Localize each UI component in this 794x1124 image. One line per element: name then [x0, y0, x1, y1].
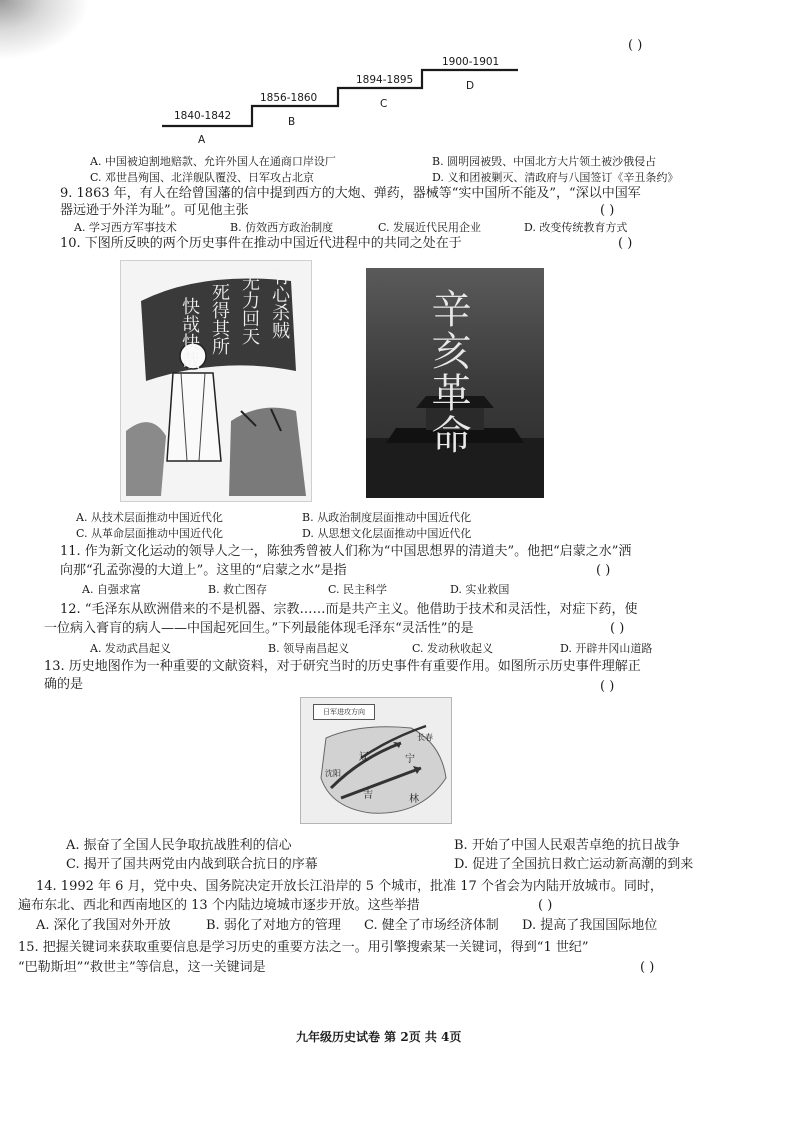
q13-historical-map: [300, 697, 452, 824]
q12-option-d: D. 开辟井冈山道路: [560, 642, 653, 655]
q9-option-c: C. 发展近代民用企业: [378, 221, 482, 234]
q9-stem-line2: 器远逊于外洋为耻”。可见他主张: [60, 203, 249, 218]
q8-option-c: C. 邓世昌殉国、北洋舰队覆没、日军攻占北京: [90, 171, 315, 184]
q10-answer-paren: ( ): [618, 236, 633, 251]
q11-stem-line1: 11. 作为新文化运动的领导人之一，陈独秀曾被人们称为“中国思想界的清道夫”。他把“启蒙之水”洒: [60, 544, 632, 559]
q12-answer-paren: ( ): [610, 621, 625, 636]
q13-stem-line2: 确的是: [44, 677, 84, 692]
q9-option-d: D. 改变传统教育方式: [524, 221, 628, 234]
q10-option-b: B. 从政治制度层面推动中国近代化: [302, 511, 472, 524]
q11-stem-line2: 向那“孔孟弥漫的大道上”。这里的“启蒙之水”是指: [60, 563, 347, 578]
q9-answer-paren: ( ): [600, 203, 615, 218]
timeline-letter-a: A: [198, 134, 206, 146]
q12-option-b: B. 领导南昌起义: [268, 642, 350, 655]
q10-image1-text-1: 有心杀贼: [269, 267, 290, 339]
q14-option-d: D. 提高了我国国际地位: [522, 918, 658, 933]
q12-option-c: C. 发动秋收起义: [412, 642, 494, 655]
timeline-letter-c: C: [380, 98, 388, 110]
q10-image1-text-2: 无力回天: [239, 273, 260, 345]
q10-stem: 10. 下图所反映的两个历史事件在推动中国近代进程中的共同之处在于: [60, 236, 462, 251]
q12-option-a: A. 发动武昌起义: [90, 642, 171, 655]
q13-map-label-liao: 辽: [359, 752, 369, 763]
page-footer: 九年级历史试卷 第 2页 共 4页: [296, 1030, 462, 1044]
answer-paren: ( ): [628, 38, 643, 53]
q11-option-b: B. 救亡图存: [208, 583, 268, 596]
q11-answer-paren: ( ): [596, 563, 611, 578]
q14-stem-line1: 14. 1992 年 6 月，党中央、国务院决定开放长江沿岸的 5 个城市，批准 17 个省会为内陆开放城市。同时，: [36, 879, 663, 894]
q13-option-b: B. 开始了中国人民艰苦卓绝的抗日战争: [454, 838, 680, 853]
q11-option-a: A. 自强求富: [82, 583, 141, 596]
q10-option-a: A. 从技术层面推动中国近代化: [76, 511, 223, 524]
q11-option-c: C. 民主科学: [328, 583, 388, 596]
q13-map-label-changchun: 长春: [417, 733, 433, 742]
q13-map-label-ji: 吉: [363, 790, 373, 801]
q13-answer-paren: ( ): [600, 679, 615, 694]
q14-option-c: C. 健全了市场经济体制: [364, 918, 499, 933]
q13-map-label-ning: 宁: [405, 754, 415, 765]
q13-stem-line1: 13. 历史地图作为一种重要的文献资料，对于研究当时的历史事件有重要作用。如图所示历史事件理解正: [44, 659, 641, 674]
q10-image-xinhai-revolution: [366, 268, 544, 498]
timeline-letter-d: D: [466, 80, 475, 92]
timeline-year-c: 1894-1895: [356, 74, 414, 86]
q9-option-a: A. 学习西方军事技术: [74, 221, 177, 234]
timeline-year-a: 1840-1842: [174, 110, 232, 122]
q15-stem-line1: 15. 把握关键词来获取重要信息是学习历史的重要方法之一。用引擎搜索某一关键词，得到“1 世纪”: [18, 940, 589, 955]
q10-image1-text-4: 快哉快哉: [179, 297, 200, 369]
timeline-diagram: [160, 56, 520, 146]
q9-option-b: B. 仿效西方政治制度: [230, 221, 334, 234]
q14-answer-paren: ( ): [538, 898, 553, 913]
q13-option-c: C. 揭开了国共两党由内战到联合抗日的序幕: [66, 857, 318, 872]
q13-option-d: D. 促进了全国抗日救亡运动新高潮的到来: [454, 857, 694, 872]
q14-stem-line2: 遍布东北、西北和西南地区的 13 个内陆边境城市逐步开放。这些举措: [18, 898, 420, 913]
q13-map-label-shenyang: 沈阳: [325, 769, 341, 778]
q8-option-b: B. 圆明园被毁、中国北方大片领土被沙俄侵占: [432, 155, 657, 168]
timeline-year-b: 1856-1860: [260, 92, 318, 104]
q10-image2-title: 辛亥革命: [425, 288, 471, 456]
timeline-steps: [160, 60, 520, 140]
q11-option-d: D. 实业救国: [450, 583, 510, 596]
q13-map-legend: 日军进攻方向: [313, 704, 375, 720]
q12-stem-line2: 一位病入膏肓的病人——中国起死回生。”下列最能体现毛泽东“灵活性”的是: [44, 621, 474, 636]
timeline-year-d: 1900-1901: [442, 56, 500, 68]
q15-stem-line2: “巴勒斯坦”“救世主”等信息，这一关键词是: [18, 960, 266, 975]
timeline-letter-b: B: [288, 116, 296, 128]
q10-image-tan-sitong: [120, 260, 312, 502]
q10-option-c: C. 从革命层面推动中国近代化: [76, 527, 224, 540]
q14-option-a: A. 深化了我国对外开放: [36, 918, 171, 933]
q14-option-b: B. 弱化了对地方的管理: [206, 918, 341, 933]
q8-option-a: A. 中国被迫割地赔款、允许外国人在通商口岸设厂: [90, 155, 336, 168]
q13-map-label-lin: 林: [409, 794, 419, 805]
q13-option-a: A. 振奋了全国人民争取抗战胜利的信心: [66, 838, 292, 853]
q10-image1-text-3: 死得其所: [209, 283, 230, 355]
q12-stem-line1: 12. “毛泽东从欧洲借来的不是机器、宗教……而是共产主义。他借助于技术和灵活性，对症下药，使: [60, 602, 638, 617]
q10-option-d: D. 从思想文化层面推动中国近代化: [302, 527, 472, 540]
scan-shadow: [0, 0, 90, 60]
q9-stem-line1: 9. 1863 年，有人在给曾国藩的信中提到西方的大炮、弹药，器械等“实中国所不能及”，“深以中国军: [60, 186, 641, 201]
q8-option-d: D. 义和团被剿灭、清政府与八国签订《辛丑条约》: [432, 171, 679, 184]
q15-answer-paren: ( ): [640, 960, 655, 975]
